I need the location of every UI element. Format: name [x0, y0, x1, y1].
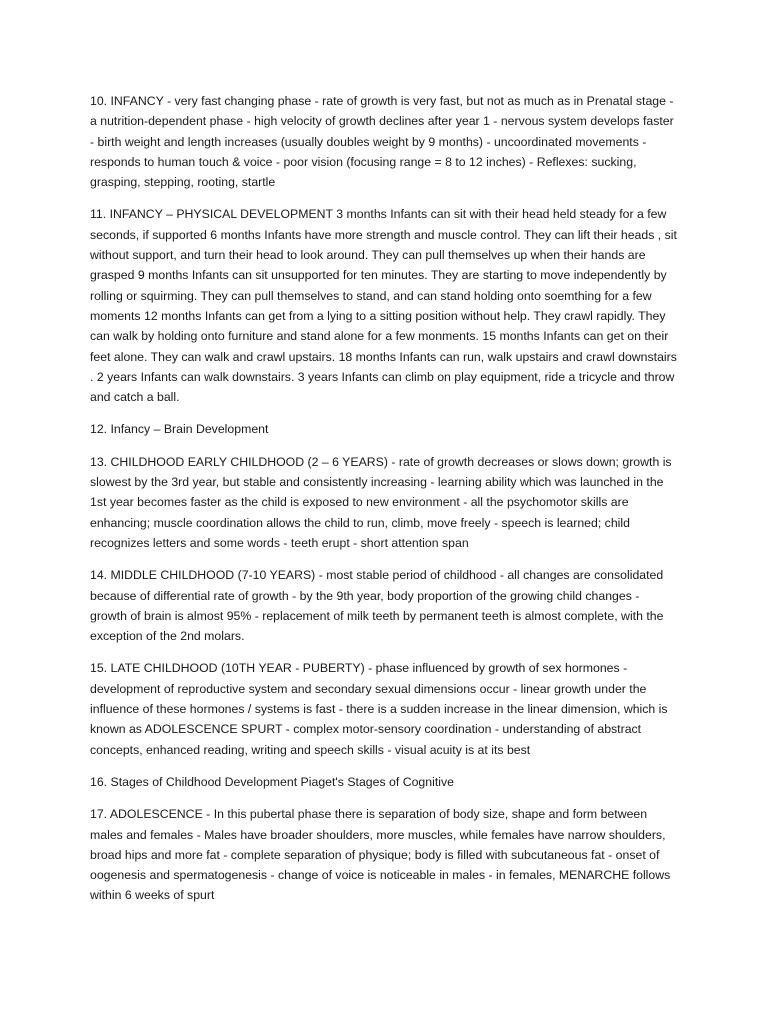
paragraph-adolescence: 17. ADOLESCENCE - In this pubertal phase there is separation of body size, shape and form between males and females - Males have broader shoulders, more muscles, while females have narrow shoulders, broad hips and more fat - complete separation of physique; body is filled with subcutaneous fat - onset of oogenesis and spermatogenesis - change of voice is noticeable in males - in females, MENARCHE follows within 6 weeks of spurt	[90, 807, 671, 903]
document-body	[90, 91, 678, 918]
paragraph-stages-of-childhood-development: 16. Stages of Childhood Development Piaget's Stages of Cognitive	[90, 774, 454, 789]
paragraph-infancy: 10. INFANCY - very fast changing phase - rate of growth is very fast, but not as much as in Prenatal stage - a nutrition-dependent phase - high velocity of growth declines after year 1 - nervous system develops faster - birth weight and length increases (usually doubles weight by 9 months) - uncoordinated movements - responds to human touch & voice - poor vision (focusing range = 8 to 12 inches) - Reflexes: sucking, grasping, stepping, rooting, startle	[90, 94, 674, 190]
paragraph-infancy-brain-development: 12. Infancy – Brain Development	[90, 422, 269, 437]
paragraph-early-childhood: 13. CHILDHOOD EARLY CHILDHOOD (2 – 6 YEARS) - rate of growth decreases or slows down; growth is slowest by the 3rd year, but stable and consistently increasing - learning ability which was launched in the 1st year becomes faster as the child is exposed to new environment - all the psychomotor skills are enhancing; muscle coordination allows the child to run, climb, move freely - speech is learned; child recognizes letters and some words - teeth erupt - short attention span	[90, 454, 672, 550]
paragraph-middle-childhood: 14. MIDDLE CHILDHOOD (7-10 YEARS) - most stable period of childhood - all changes are consolidated because of differential rate of growth - by the 9th year, body proportion of the growing child changes - growth of brain is almost 95% - replacement of milk teeth by permanent teeth is almost complete, with the exception of the 2nd molars.	[90, 568, 664, 644]
paragraph-infancy-physical-development: 11. INFANCY – PHYSICAL DEVELOPMENT 3 months Infants can sit with their head held steady for a few seconds, if supported 6 months Infants have more strength and muscle control. They can lift their heads , sit without support, and turn their head to look around. They can pull themselves up when their hands are grasped 9 months Infants can sit unsupported for ten minutes. They are starting to move independently by rolling or squirming. They can pull themselves to stand, and can stand holding onto soemthing for a few moments 12 months Infants can get from a lying to a sitting position without help. They crawl rapidly. They can walk by holding onto furniture and stand alone for a few monments. 15 months Infants can get on their feet alone. They can walk and crawl upstairs. 18 months Infants can run, walk upstairs and crawl downstairs . 2 years Infants can walk downstairs. 3 years Infants can climb on play equipment, ride a tricycle and throw and catch a ball.	[90, 207, 677, 405]
paragraph-late-childhood: 15. LATE CHILDHOOD (10TH YEAR - PUBERTY) - phase influenced by growth of sex hormones - development of reproductive system and secondary sexual dimensions occur - linear growth under the influence of these hormones / systems is fast - there is a sudden increase in the linear dimension, which is known as ADOLESCENCE SPURT - complex motor-sensory coordination - understanding of abstract concepts, enhanced reading, writing and speech skills - visual acuity is at its best	[90, 661, 668, 757]
